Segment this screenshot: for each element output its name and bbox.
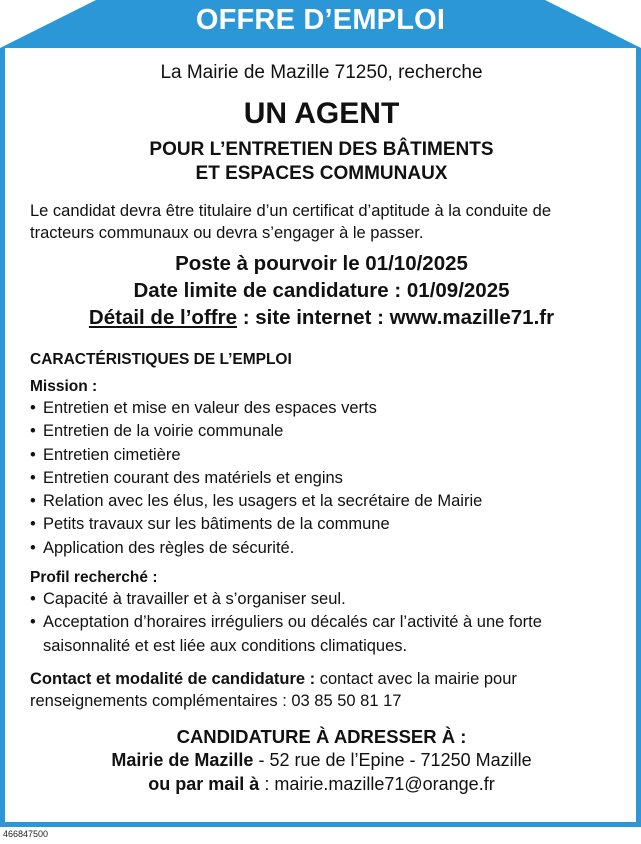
job-title-line-1: POUR L’ENTRETIEN DES BÂTIMENTS [149,139,494,160]
bullet-icon: • [30,613,36,632]
job-description: Le candidat devra être titulaire d’un certificat d’aptitude à la conduite de tracteurs communaux ou devra s’engager à le passer. [30,202,551,242]
list-item [30,444,613,467]
list-item [30,467,613,490]
bullet-icon: • [30,590,36,609]
list-item-text: Entretien de la voirie communale [43,422,284,441]
bullet-icon: • [30,422,36,441]
list-item [30,537,613,560]
list-item [30,588,613,611]
list-item-text: Capacité à travailler et à s’organiser seul. [43,590,346,609]
contact-label: Contact et modalité de candidature : [30,669,316,688]
list-item-text: Application des règles de sécurité. [43,538,295,557]
ad-content [30,60,613,796]
bullet-icon: • [30,445,36,464]
profile-heading: Profil recherché : [30,569,158,587]
list-item [30,490,613,513]
profile-list [30,588,613,658]
job-title [30,138,613,186]
list-item-text: Relation avec les élus, les usagers et la secrétaire de Mairie [43,492,483,511]
list-item [30,420,613,443]
application-deadline: Date limite de candidature : 01/09/2025 [133,279,510,302]
contact-info [30,668,613,712]
list-item [30,611,613,658]
email-label: ou par mail à [148,773,260,794]
start-date: Poste à pourvoir le 01/10/2025 [175,252,468,275]
offer-detail-website[interactable]: : site internet : www.mazille71.fr [237,306,555,329]
intro-text: La Mairie de Mazille 71250, recherche [160,62,483,83]
job-title-line-2: ET ESPACES COMMUNAUX [195,163,448,184]
list-item [30,513,613,536]
offer-detail [30,304,613,331]
reference-number: 466847500 [3,829,49,839]
contact-text: contact avec la mairie pour renseignements complémentaires : 03 85 50 81 17 [30,669,517,710]
list-item-text: Entretien cimetière [43,445,181,464]
list-item-text: Entretien courant des matériels et engins [43,468,343,487]
bullet-icon: • [30,492,36,511]
bullet-icon: • [30,468,36,487]
characteristics-heading: CARACTÉRISTIQUES DE L’EMPLOI [30,351,292,368]
postal-address [30,748,613,772]
email-address [30,772,613,796]
bullet-icon: • [30,399,36,417]
header-banner [0,0,641,48]
list-item-text: Entretien et mise en valeur des espaces verts [43,399,377,417]
offer-detail-label: Détail de l’offre [88,306,237,329]
email-link[interactable]: : mairie.mazille71@orange.fr [259,773,495,794]
address-details: - 52 rue de l’Epine - 71250 Mazille [253,749,532,770]
list-item [30,397,613,420]
list-item-text: Petits travaux sur les bâtiments de la commune [43,515,390,534]
address-name: Mairie de Mazille [111,749,254,770]
mission-list [30,397,613,560]
list-item-text: Acceptation d’horaires irréguliers ou décalés car l’activité à une forte saisonnalité et est liée aux conditions climatiques. [43,613,542,655]
page-title: OFFRE D’EMPLOI [195,4,446,36]
mission-heading: Mission : [30,378,98,395]
agent-title: UN AGENT [243,97,400,130]
bullet-icon: • [30,538,36,557]
bullet-icon: • [30,515,36,534]
send-application-heading: CANDIDATURE À ADRESSER À : [176,725,467,747]
